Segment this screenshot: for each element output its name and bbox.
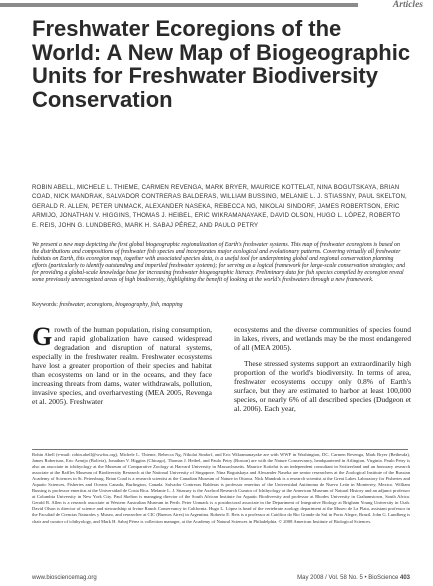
body-column-right [234, 325, 411, 420]
body-text: rowth of the human population, rising consumption, and rapid globalization have caused widespread degradation and disruption of natural systems, especially in the freshwater realm. Freshwater ecosystems have lost a greater proportion of their species and habitat than ecosystems on land or in the oceans, and they face increasing threats from dams, water withdrawals, pollution, invasive species, and overharvesting (MEA 2005, Revenga et al. 2005). Freshwater [32, 325, 212, 407]
body-column-left [32, 322, 212, 413]
abstract: We present a new map depicting the first global biogeographic regionalization of Earth's freshwater systems. This map of freshwater ecoregions is based on the distributions and compositions of freshwater fish species and incorporates major ecological and evolutionary patterns. Covering virtually all freshwater habitats on Earth, this ecoregion map, together with associated species data, is a useful tool for underpinning global and regional conservation planning efforts (particularly to identify outstanding and imperiled freshwater systems); for serving as a logical framework for large-scale conservation strategies; and for providing a global-scale knowledge base for increasing freshwater biogeographic literacy. Preliminary data for fish species compiled by ecoregion reveal some previously unrecognized areas of high biodiversity, highlighting the benefit of looking at the world's freshwaters through a new framework. [32, 242, 406, 284]
drop-cap: G [32, 322, 53, 351]
keywords-text: freshwater, ecoregions, biogeography, fish, mapping [59, 302, 183, 308]
section-label: Articles [392, 0, 423, 10]
header-rule [0, 3, 358, 7]
running-header [0, 0, 433, 9]
keywords [32, 302, 408, 309]
author-affiliations-footnote: Robin Abell (e-mail: robin.abell@wwfus.org), Michele L. Thieme, Rebecca Ng, Nikolai Sindorf, and Eric Wikramanayake are with WWF in Washington, DC. Carmen Revenga, Mark Bryer (Bethesda), James Robertson, Eric Armijo (Bolivia), Jonathan V. Higgins (Chicago), Thomas J. Heibel, and Paulo Petry (Boston) are with the Nature Conservancy, headquartered in Arlington, Virginia. Paulo Petry is also an associate in ichthyology at the Museum of Comparative Zoology at Harvard University in Massachusetts. Maurice Kottelat is an independent consultant in Switzerland and an honorary research associate at the Raffles Museum of Biodiversity Research at the National University of Singapore. Nina Bogutskaya and Alexander Naseka are senior researchers at the Zoological Institute of the Russian Academy of Sciences in St. Petersburg. Brian Coad is a research scientist at the Canadian Museum of Nature in Ottawa. Nick Mandrak is a research scientist at the Great Lakes Laboratory for Fisheries and Aquatic Sciences, Fisheries and Oceans Canada, Burlington, Canada. Salvador Contreras Balderas is professor emeritus of the Universidad Autónoma de Nuevo León in Monterrey, Mexico. William Bussing is professor emeritus at the Universidad de Costa Rica. Melanie L. J. Stiassny is the Axelrod Research Curator of Ichthyology at the American Museum of Natural History and an adjunct professor at Columbia University in New York City. Paul Skelton is managing director of the South African Institute for Aquatic Biodiversity and professor at Rhodes University in Grahamstown, South Africa. Gerald R. Allen is a research associate at Western Australian Museum in Perth. Peter Unmack is a postdoctoral associate in the Department of Integrative Biology at Brigham Young University in Utah. David Olson is director of science and stewardship at Irvine Ranch Conservancy in California. Hugo L. López is head of the vertebrate zoology department at the Museo de La Plata, assistant professor in the Facultad de Ciencias Naturales y Museo, and researcher at CIC (Buenos Aires) in Argentina. Roberto E. Reis is a professor at Católica do Rio Grande do Sul in Porto Alegre, Brazil. John G. Lundberg is chair and curator of ichthyology, and Mark H. Sabaj Pérez is collection manager, at the Academy of Natural Sciences in Philadelphia. © 2008 American Institute of Biological Sciences. [32, 452, 410, 524]
page-number: 403 [399, 575, 410, 581]
page-footer [32, 575, 410, 584]
author-list: ROBIN ABELL, MICHELE L. THIEME, CARMEN REVENGA, MARK BRYER, MAURICE KOTTELAT, NINA BOGUTSKAYA, BRIAN COAD, NICK MANDRAK, SALVADOR CONTRERAS BALDERAS, WILLIAM BUSSING, MELANIE L. J. STIASSNY, PAUL SKELTON, GERALD R. ALLEN, PETER UNMACK, ALEXANDER NASEKA, REBECCA NG, NIKOLAI SINDORF, JAMES ROBERTSON, ERIC ARMIJO, JONATHAN V. HIGGINS, THOMAS J. HEIBEL, ERIC WIKRAMANAYAKE, DAVID OLSON, HUGO L. LÓPEZ, ROBERTO E. REIS, JOHN G. LUNDBERG, MARK H. SABAJ PÉREZ, AND PAULO PETRY [32, 184, 407, 229]
footnote-divider [32, 449, 408, 450]
body-paragraph [32, 322, 212, 407]
keywords-label: Keywords: [32, 302, 58, 308]
article-title: Freshwater Ecoregions of the World: A New Map of Biogeographic Units for Freshwater Biodiversity Conservation [32, 16, 411, 112]
journal-url: www.biosciencemag.org [32, 575, 97, 581]
body-paragraph: These stressed systems support an extraordinarily high proportion of the world's biodiversity. In terms of area, freshwater ecosystems occupy only 0.8% of Earth's surface, but they are estimated to harbor at least 100,000 species, or nearly 6% of all described species (Dudgeon et al. 2006). Each year, [234, 359, 411, 414]
body-paragraph: ecosystems and the diverse communities of species found in lakes, rivers, and wetlands may be the most endangered of all (MEA 2005). [234, 325, 411, 353]
issue-info [297, 575, 410, 581]
journal-name: BioScience [368, 575, 399, 581]
issue-date: May 2008 / Vol. 58 No. 5 • [297, 575, 367, 581]
